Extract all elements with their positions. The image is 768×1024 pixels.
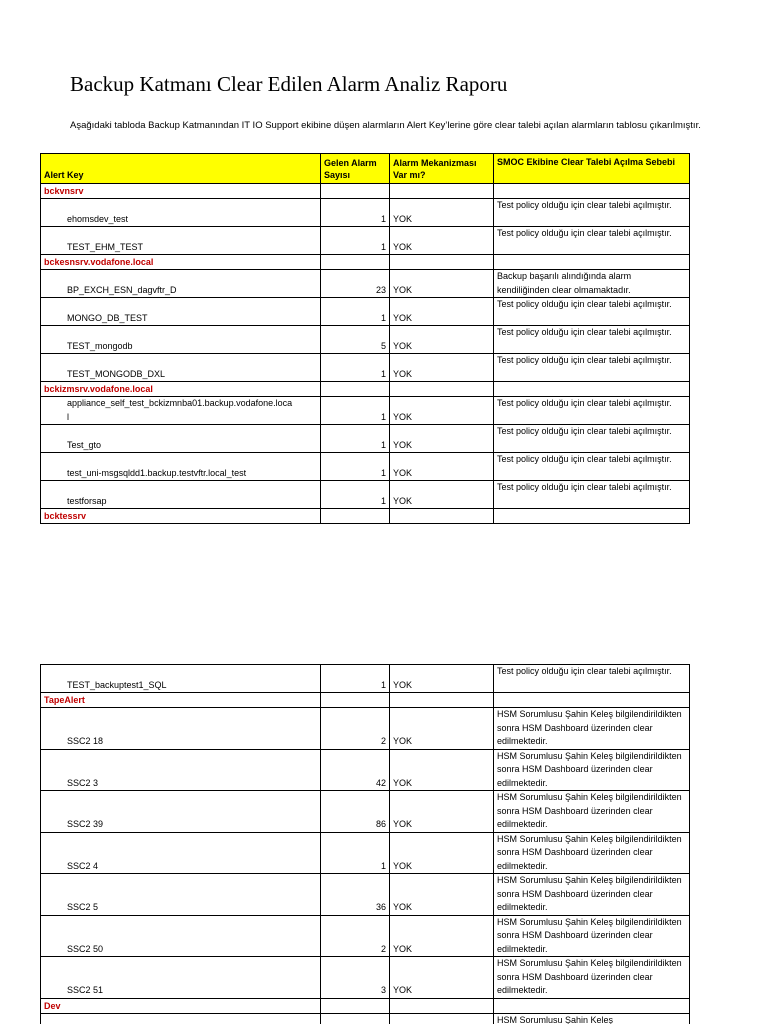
group-row bbox=[41, 509, 690, 524]
empty-cell bbox=[390, 382, 494, 397]
report-title: Backup Katmanı Clear Edilen Alarm Analiz Raporu bbox=[70, 72, 508, 96]
group-row bbox=[41, 255, 690, 270]
cell-mechanism: YOK bbox=[390, 425, 494, 453]
table-row bbox=[41, 453, 690, 481]
cell-key: MONGO_DB_TEST bbox=[41, 298, 321, 326]
cell-count: 1 bbox=[321, 354, 390, 382]
empty-cell bbox=[494, 255, 690, 270]
cell-mechanism: YOK bbox=[390, 199, 494, 227]
table-row bbox=[41, 874, 690, 916]
cell-reason: HSM Sorumlusu Şahin Keleş bilgilendirildikten sonra HSM Dashboard üzerinden clear edilmektedir. bbox=[494, 874, 690, 916]
cell-count: 5 bbox=[321, 326, 390, 354]
cell-mechanism: YOK bbox=[390, 791, 494, 833]
group-row bbox=[41, 693, 690, 708]
table-row bbox=[41, 915, 690, 957]
empty-cell bbox=[494, 184, 690, 199]
cell-key: testforsap bbox=[41, 481, 321, 509]
cell-reason: Test policy olduğu için clear talebi açılmıştır. bbox=[494, 425, 690, 453]
cell-key: BP_EXCH_ESN_dagvftr_D bbox=[41, 270, 321, 298]
cell-reason: Test policy olduğu için clear talebi açılmıştır. bbox=[494, 354, 690, 382]
cell-reason: Test policy olduğu için clear talebi açılmıştır. bbox=[494, 481, 690, 509]
header-count: Gelen Alarm Sayısı bbox=[321, 154, 390, 184]
table-row bbox=[41, 397, 690, 425]
group-name-cell: TapeAlert bbox=[41, 693, 321, 708]
table-row bbox=[41, 425, 690, 453]
alarm-table-2 bbox=[40, 664, 690, 1024]
cell-count: 1 bbox=[321, 227, 390, 255]
cell-mechanism: YOK bbox=[390, 708, 494, 750]
cell-count: 1 bbox=[321, 481, 390, 509]
cell-mechanism: YOK bbox=[390, 749, 494, 791]
empty-cell bbox=[494, 998, 690, 1013]
empty-cell bbox=[321, 382, 390, 397]
cell-count: 3 bbox=[321, 957, 390, 999]
table-row bbox=[41, 957, 690, 999]
cell-key: TEST_backuptest1_SQL bbox=[41, 665, 321, 693]
cell-key: Test_gto bbox=[41, 425, 321, 453]
group-row bbox=[41, 184, 690, 199]
cell-key: SSC2 3 bbox=[41, 749, 321, 791]
cell-mechanism: YOK bbox=[390, 481, 494, 509]
cell-count: 23 bbox=[321, 270, 390, 298]
empty-cell bbox=[390, 998, 494, 1013]
table-row bbox=[41, 326, 690, 354]
cell-count: 1 bbox=[321, 397, 390, 425]
table-row bbox=[41, 791, 690, 833]
empty-cell bbox=[390, 255, 494, 270]
cell-mechanism: YOK bbox=[390, 354, 494, 382]
group-name-cell: bckizmsrv.vodafone.local bbox=[41, 382, 321, 397]
intro-paragraph: Aşağıdaki tabloda Backup Katmanından IT IO Support ekibine düşen alarmların Alert Key’lerine göre clear talebi açılan alarmların tablosu çıkarılmıştır. bbox=[70, 120, 701, 131]
cell-count bbox=[321, 1013, 390, 1024]
cell-key: SSC2 5 bbox=[41, 874, 321, 916]
cell-mechanism: YOK bbox=[390, 874, 494, 916]
cell-count: 2 bbox=[321, 915, 390, 957]
cell-mechanism: YOK bbox=[390, 832, 494, 874]
cell-key: appliance_self_test_bckizmnba01.backup.vodafone.loca l bbox=[41, 397, 321, 425]
table-row bbox=[41, 481, 690, 509]
cell-key bbox=[41, 1013, 321, 1024]
cell-count: 36 bbox=[321, 874, 390, 916]
empty-cell bbox=[321, 509, 390, 524]
empty-cell bbox=[321, 184, 390, 199]
table-row bbox=[41, 354, 690, 382]
table-row bbox=[41, 270, 690, 298]
cell-count: 1 bbox=[321, 298, 390, 326]
table-row bbox=[41, 227, 690, 255]
cell-reason: HSM Sorumlusu Şahin Keleş bilgilendirildikten sonra HSM Dashboard üzerinden clear edilmektedir. bbox=[494, 791, 690, 833]
cell-mechanism: YOK bbox=[390, 227, 494, 255]
group-name-cell: Dev bbox=[41, 998, 321, 1013]
cell-reason: Test policy olduğu için clear talebi açılmıştır. bbox=[494, 199, 690, 227]
group-row bbox=[41, 998, 690, 1013]
empty-cell bbox=[494, 382, 690, 397]
cell-key: test_uni-msgsqldd1.backup.testvftr.local_test bbox=[41, 453, 321, 481]
empty-cell bbox=[321, 693, 390, 708]
cell-key: ehomsdev_test bbox=[41, 199, 321, 227]
alarm-table-1 bbox=[40, 153, 690, 524]
cell-mechanism: YOK bbox=[390, 397, 494, 425]
table-2-body bbox=[41, 665, 690, 1024]
cell-mechanism: YOK bbox=[390, 298, 494, 326]
cell-key: SSC2 50 bbox=[41, 915, 321, 957]
cell-reason: HSM Sorumlusu Şahin Keleş bilgilendirildikten sonra HSM Dashboard üzerinden clear edilmektedir. bbox=[494, 915, 690, 957]
cell-count: 1 bbox=[321, 832, 390, 874]
group-name-cell: bcktessrv bbox=[41, 509, 321, 524]
cell-key: SSC2 51 bbox=[41, 957, 321, 999]
table-row bbox=[41, 1013, 690, 1024]
cell-reason: Backup başarılı alındığında alarm kendiliğinden clear olmamaktadır. bbox=[494, 270, 690, 298]
empty-cell bbox=[494, 509, 690, 524]
cell-count: 1 bbox=[321, 665, 390, 693]
cell-reason: Test policy olduğu için clear talebi açılmıştır. bbox=[494, 298, 690, 326]
cell-mechanism bbox=[390, 1013, 494, 1024]
cell-reason: HSM Sorumlusu Şahin Keleş bilgilendirildikten sonra HSM Dashboard üzerinden clear edilmektedir. bbox=[494, 832, 690, 874]
header-mechanism: Alarm Mekanizması Var mı? bbox=[390, 154, 494, 184]
empty-cell bbox=[321, 998, 390, 1013]
cell-count: 1 bbox=[321, 199, 390, 227]
header-alert-key: Alert Key bbox=[41, 154, 321, 184]
cell-reason: Test policy olduğu için clear talebi açılmıştır. bbox=[494, 453, 690, 481]
cell-reason: HSM Sorumlusu Şahin Keleş bilgilendirildikten sonra HSM Dashboard üzerinden clear edilmektedir. bbox=[494, 749, 690, 791]
cell-count: 1 bbox=[321, 453, 390, 481]
cell-reason: HSM Sorumlusu Şahin Keleş bbox=[494, 1013, 690, 1024]
cell-mechanism: YOK bbox=[390, 665, 494, 693]
cell-count: 86 bbox=[321, 791, 390, 833]
cell-mechanism: YOK bbox=[390, 326, 494, 354]
table-row bbox=[41, 298, 690, 326]
header-reason: SMOC Ekibine Clear Talebi Açılma Sebebi bbox=[494, 154, 690, 184]
cell-reason: Test policy olduğu için clear talebi açılmıştır. bbox=[494, 227, 690, 255]
table-row bbox=[41, 665, 690, 693]
cell-mechanism: YOK bbox=[390, 957, 494, 999]
cell-key: TEST_EHM_TEST bbox=[41, 227, 321, 255]
empty-cell bbox=[390, 184, 494, 199]
table-row bbox=[41, 832, 690, 874]
empty-cell bbox=[494, 693, 690, 708]
cell-mechanism: YOK bbox=[390, 270, 494, 298]
group-name-cell: bckvnsrv bbox=[41, 184, 321, 199]
cell-key: TEST_MONGODB_DXL bbox=[41, 354, 321, 382]
cell-count: 2 bbox=[321, 708, 390, 750]
cell-reason: Test policy olduğu için clear talebi açılmıştır. bbox=[494, 326, 690, 354]
table-1-body bbox=[41, 184, 690, 524]
cell-count: 42 bbox=[321, 749, 390, 791]
cell-key: SSC2 18 bbox=[41, 708, 321, 750]
cell-reason: HSM Sorumlusu Şahin Keleş bilgilendirildikten sonra HSM Dashboard üzerinden clear edilmektedir. bbox=[494, 957, 690, 999]
cell-reason: HSM Sorumlusu Şahin Keleş bilgilendirildikten sonra HSM Dashboard üzerinden clear edilmektedir. bbox=[494, 708, 690, 750]
group-row bbox=[41, 382, 690, 397]
group-name-cell: bckesnsrv.vodafone.local bbox=[41, 255, 321, 270]
cell-key: TEST_mongodb bbox=[41, 326, 321, 354]
empty-cell bbox=[390, 509, 494, 524]
empty-cell bbox=[390, 693, 494, 708]
cell-mechanism: YOK bbox=[390, 915, 494, 957]
table-row bbox=[41, 708, 690, 750]
cell-key: SSC2 39 bbox=[41, 791, 321, 833]
cell-reason: Test policy olduğu için clear talebi açılmıştır. bbox=[494, 397, 690, 425]
empty-cell bbox=[321, 255, 390, 270]
table-header-row bbox=[41, 154, 690, 184]
cell-mechanism: YOK bbox=[390, 453, 494, 481]
cell-key: SSC2 4 bbox=[41, 832, 321, 874]
cell-reason: Test policy olduğu için clear talebi açılmıştır. bbox=[494, 665, 690, 693]
table-row bbox=[41, 199, 690, 227]
cell-count: 1 bbox=[321, 425, 390, 453]
table-row bbox=[41, 749, 690, 791]
